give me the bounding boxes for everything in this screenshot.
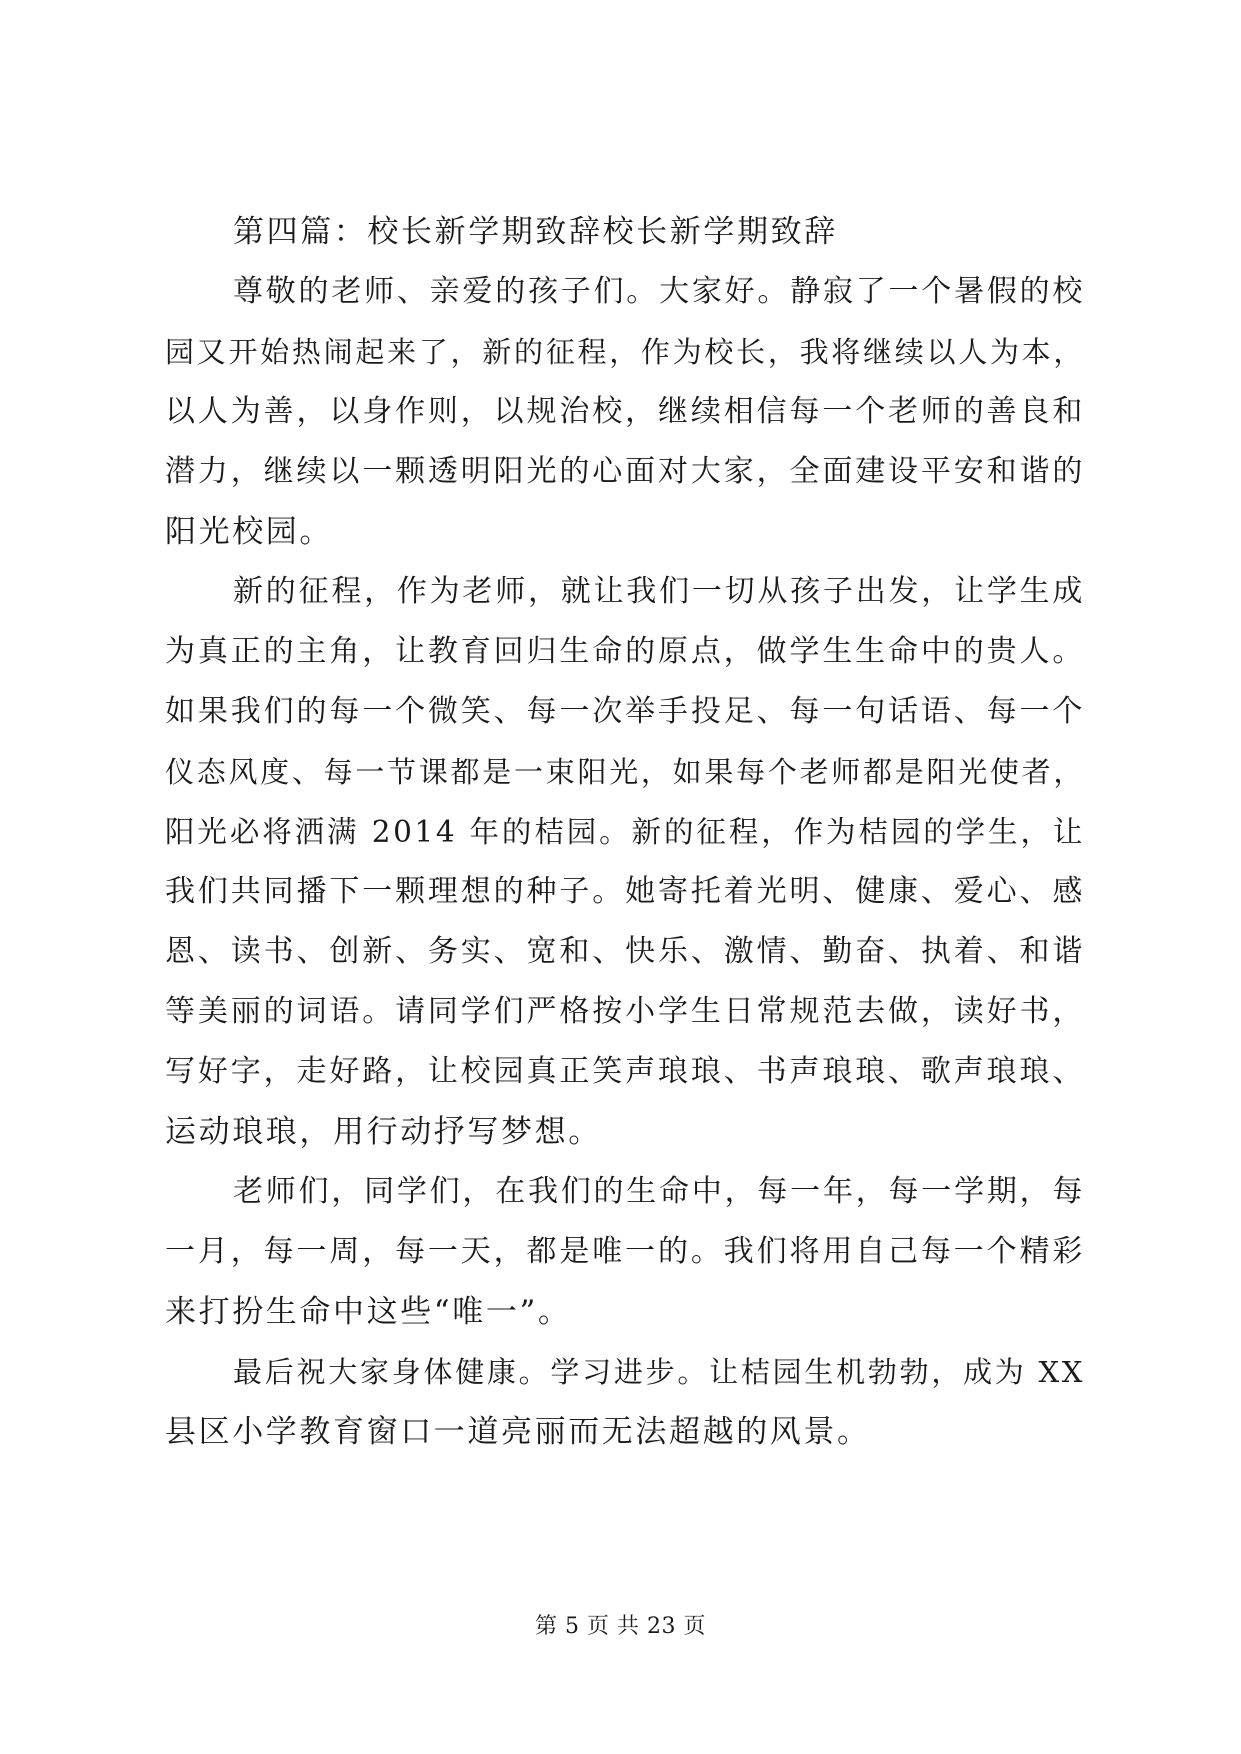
paragraph-line: 为真正的主角，让教育回归生命的原点，做学生生命中的贵人。 [165, 634, 1085, 669]
paragraph-line: 最后祝大家身体健康。学习进步。让桔园生机勃勃，成为 XX [233, 1355, 1085, 1389]
document-title: 第四篇：校长新学期致辞校长新学期致辞 [233, 214, 838, 250]
document-body [165, 202, 1085, 1462]
paragraph-line: 运动琅琅，用行动抒写梦想。 [165, 1114, 602, 1150]
paragraph-line: 园又开始热闹起来了，新的征程，作为校长，我将继续以人为本， [165, 335, 1085, 369]
paragraph-line: 写好字，走好路，让校园真正笑声琅琅、书声琅琅、歌声琅琅、 [165, 1054, 1085, 1089]
paragraph-line: 阳光必将洒满 2014 年的桔园。新的征程，作为桔园的学生，让 [165, 815, 1085, 849]
paragraph-line: 新的征程，作为老师，就让我们一切从孩子出发，让学生成 [233, 574, 1085, 609]
paragraph-line: 我们共同播下一颗理想的种子。她寄托着光明、健康、爱心、感 [165, 874, 1085, 909]
paragraph-line: 等美丽的词语。请同学们严格按小学生日常规范去做，读好书， [165, 994, 1085, 1029]
paragraph-line: 县区小学教育窗口一道亮丽而无法超越的风景。 [165, 1414, 871, 1450]
paragraph-line: 来打扮生命中这些“唯一”。 [165, 1294, 572, 1330]
page-number-footer: 第 5 页 共 23 页 [535, 1614, 706, 1639]
paragraph-line: 潜力，继续以一颗透明阳光的心面对大家，全面建设平安和谐的 [165, 454, 1085, 489]
paragraph-line: 尊敬的老师、亲爱的孩子们。大家好。静寂了一个暑假的校 [233, 274, 1085, 309]
paragraph-line: 一月，每一周，每一天，都是唯一的。我们将用自己每一个精彩 [165, 1234, 1085, 1269]
paragraph-line: 阳光校园。 [165, 514, 333, 550]
paragraph-line: 以人为善，以身作则，以规治校，继续相信每一个老师的善良和 [165, 394, 1085, 429]
paragraph-line: 恩、读书、创新、务实、宽和、快乐、激情、勤奋、执着、和谐 [165, 934, 1085, 969]
paragraph-line: 老师们，同学们，在我们的生命中，每一年，每一学期，每 [233, 1174, 1085, 1209]
paragraph-line: 仪态风度、每一节课都是一束阳光，如果每个老师都是阳光使者， [165, 755, 1085, 789]
paragraph-line: 如果我们的每一个微笑、每一次举手投足、每一句话语、每一个 [165, 694, 1085, 729]
